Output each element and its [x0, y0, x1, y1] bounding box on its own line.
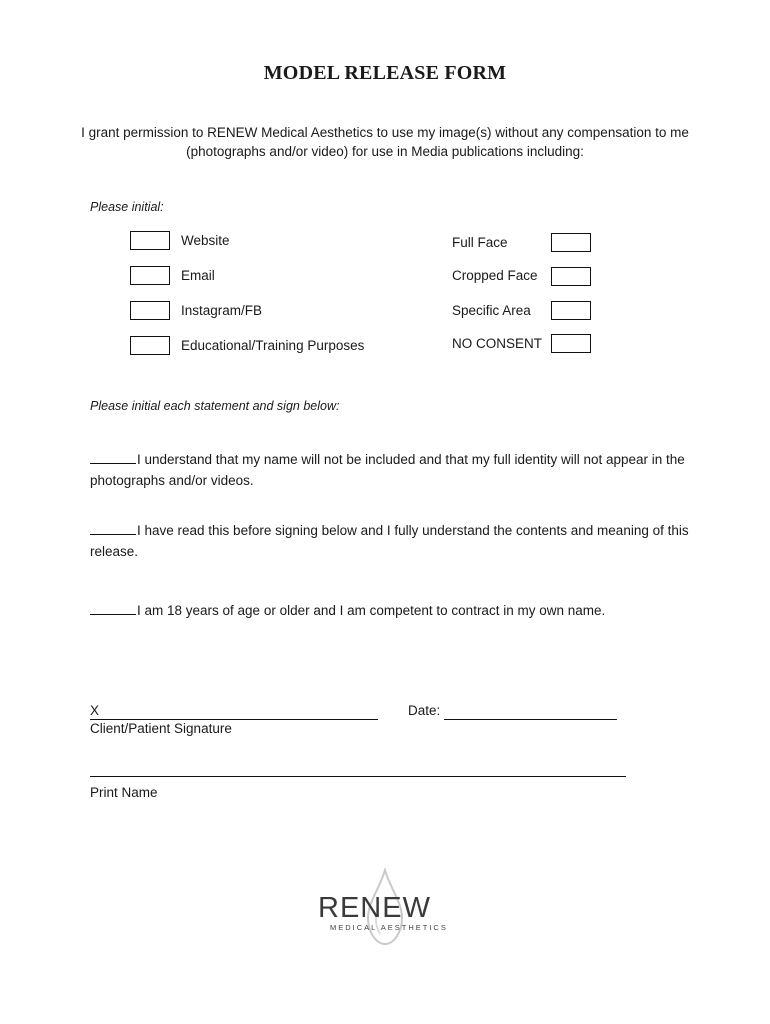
- option-label: Cropped Face: [452, 268, 538, 283]
- option-label: NO CONSENT: [452, 336, 543, 351]
- renew-logo: [310, 868, 460, 948]
- initial-box-no-consent[interactable]: [551, 334, 591, 353]
- logo-subtitle: MEDICAL AESTHETICS: [330, 923, 448, 932]
- statement-text: I am 18 years of age or older and I am competent to contract in my own name.: [137, 603, 606, 618]
- option-label: Specific Area: [452, 303, 531, 318]
- print-name-label: Print Name: [90, 785, 158, 800]
- initial-box-instagram[interactable]: [130, 301, 170, 320]
- initial-box-full-face[interactable]: [551, 233, 591, 252]
- initial-blank[interactable]: [90, 520, 136, 535]
- date-line[interactable]: [444, 719, 617, 720]
- signature-x-mark: X: [90, 703, 100, 718]
- signature-label: Client/Patient Signature: [90, 721, 232, 736]
- initial-box-specific-area[interactable]: [551, 301, 591, 320]
- initial-blank[interactable]: [90, 600, 136, 615]
- statement-text: I have read this before signing below and I fully understand the contents and meaning of this release.: [90, 523, 689, 559]
- date-label: Date:: [408, 703, 441, 718]
- statement-read: [90, 520, 690, 562]
- please-initial-label: Please initial:: [90, 200, 164, 214]
- option-label: Email: [181, 268, 215, 283]
- option-label: Website: [181, 233, 230, 248]
- page-title: MODEL RELEASE FORM: [263, 62, 507, 84]
- option-label: Educational/Training Purposes: [181, 338, 365, 353]
- option-label: Instagram/FB: [181, 303, 263, 318]
- initial-blank[interactable]: [90, 449, 136, 464]
- intro-paragraph: I grant permission to RENEW Medical Aesthetics to use my image(s) without any compensation to me (photographs and/or video) for use in Media publications including:: [81, 125, 689, 159]
- statement-identity: [90, 449, 690, 491]
- statement-age: [90, 600, 690, 621]
- initial-box-cropped-face[interactable]: [551, 267, 591, 286]
- initial-box-email[interactable]: [130, 266, 170, 285]
- option-label: Full Face: [452, 235, 508, 250]
- signature-line[interactable]: [90, 719, 378, 720]
- initial-each-label: Please initial each statement and sign below:: [90, 399, 340, 413]
- print-name-line[interactable]: [90, 776, 626, 777]
- initial-box-educational[interactable]: [130, 336, 170, 355]
- statement-text: I understand that my name will not be included and that my full identity will not appear in the photographs and/or videos.: [90, 452, 685, 488]
- logo-wordmark: RENEW: [318, 892, 431, 924]
- initial-box-website[interactable]: [130, 231, 170, 250]
